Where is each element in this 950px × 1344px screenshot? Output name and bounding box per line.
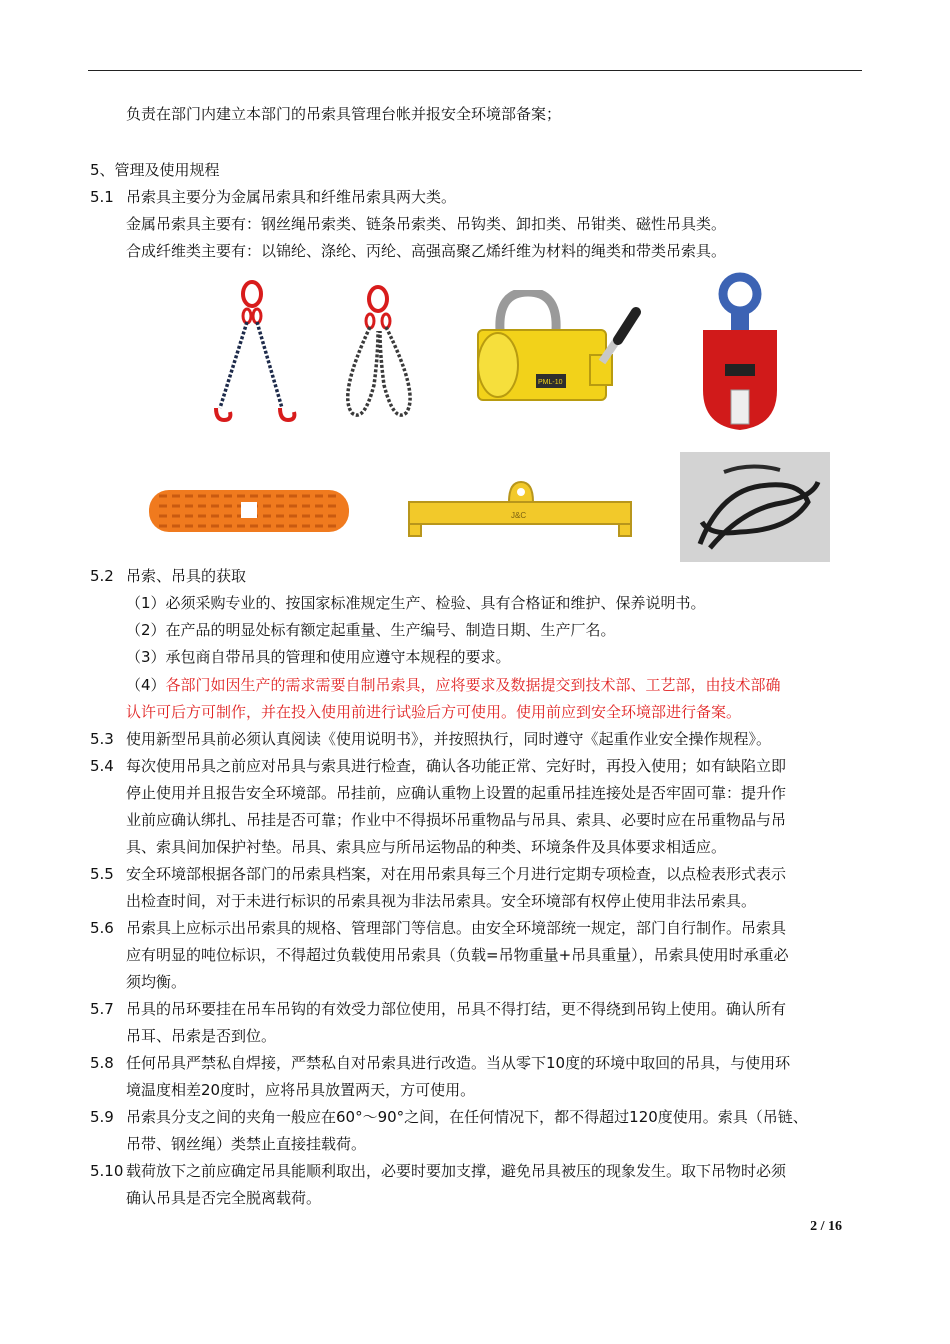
wire-rope-sling-image <box>680 452 830 562</box>
spreader-label: J&C <box>511 511 527 520</box>
paragraph-5-4-line: 业前应确认绑扎、吊挂是否可靠；作业中不得损坏吊重物品与吊具、索具、必要时应在吊重物品与吊 <box>126 811 787 829</box>
spreader-beam-image <box>405 478 635 540</box>
paragraph-5-9-number: 5.9 <box>90 1108 114 1126</box>
paragraph-5-5-number: 5.5 <box>90 865 114 883</box>
paragraph-5-6-line: 吊索具上应标示出吊索具的规格、管理部门等信息。由安全环境部统一规定，部门自行制作。吊索具 <box>126 919 787 937</box>
list-item: （3）承包商自带吊具的管理和使用应遵守本规程的要求。 <box>126 648 511 666</box>
round-synthetic-sling-image <box>145 482 355 540</box>
vertical-plate-clamp-image <box>695 272 785 434</box>
paragraph-5-4-number: 5.4 <box>90 757 114 775</box>
fiber-sling-types: 合成纤维类主要有：以锦纶、涤纶、丙纶、高强高聚乙烯纤维为材料的绳类和带类吊索具。 <box>126 242 727 260</box>
list-item-4-prefix: （4） <box>126 676 166 694</box>
paragraph-5-10-line: 载荷放下之前应确定吊具能顺利取出，必要时要加支撑，避免吊具被压的现象发生。取下吊物时必须 <box>126 1162 787 1180</box>
magnet-label: PML-10 <box>538 379 563 386</box>
metal-sling-types: 金属吊索具主要有：钢丝绳吊索类、链条吊索类、吊钩类、卸扣类、吊钳类、磁性吊具类。 <box>126 215 727 233</box>
paragraph-5-1: 吊索具主要分为金属吊索具和纤维吊索具两大类。 <box>126 188 457 206</box>
intro-line: 负责在部门内建立本部门的吊索具管理台帐并报安全环境部备案； <box>126 105 562 123</box>
paragraph-5-2-number: 5.2 <box>90 567 114 585</box>
permanent-magnetic-lifter-image <box>470 290 645 415</box>
paragraph-5-9-line: 吊带、钢丝绳）类禁止直接挂载荷。 <box>126 1135 367 1153</box>
paragraph-5-5-line: 安全环境部根据各部门的吊索具档案，对在用吊索具每三个月进行定期专项检查，以点检表形式表示 <box>126 865 787 883</box>
paragraph-5-10-number: 5.10 <box>90 1162 124 1180</box>
paragraph-5-5-line: 出检查时间，对于未进行标识的吊索具视为非法吊索具。安全环境部有权停止使用非法吊索具。 <box>126 892 757 910</box>
paragraph-5-4-line: 具、索具间加保护衬垫。吊具、索具应与所吊运物品的种类、环境条件及具体要求相适应。 <box>126 838 727 856</box>
paragraph-5-3: 使用新型吊具前必须认真阅读《使用说明书》，并按照执行，同时遵守《起重作业安全操作规程》。 <box>126 730 772 748</box>
section-5-title: 5、管理及使用规程 <box>90 161 220 179</box>
triple-loop-chain-sling-image <box>330 285 430 425</box>
paragraph-5-6-number: 5.6 <box>90 919 114 937</box>
list-item-4 <box>126 675 781 695</box>
page-number: 2 / 16 <box>810 1219 842 1234</box>
paragraph-5-8-line: 境温度相差20度时，应将吊具放置两天，方可使用。 <box>126 1081 476 1099</box>
header-rule <box>88 70 862 71</box>
paragraph-5-7-line: 吊具的吊环要挂在吊车吊钩的有效受力部位使用，吊具不得打结，更不得绕到吊钩上使用。确认所有 <box>126 1000 787 1018</box>
paragraph-5-3-number: 5.3 <box>90 730 114 748</box>
paragraph-5-7-line: 吊耳、吊索是否到位。 <box>126 1027 277 1045</box>
paragraph-5-1-number: 5.1 <box>90 188 114 206</box>
paragraph-5-2-title: 吊索、吊具的获取 <box>126 567 247 585</box>
paragraph-5-6-line: 须均衡。 <box>126 973 187 991</box>
list-item-4-red-text: 各部门如因生产的需求需要自制吊索具，应将要求及数据提交到技术部、工艺部，由技术部确 <box>165 676 781 694</box>
paragraph-5-10-line: 确认吊具是否完全脱离载荷。 <box>126 1189 322 1207</box>
paragraph-5-8-line: 任何吊具严禁私自焊接，严禁私自对吊索具进行改造。当从零下10度的环境中取回的吊具，与使用环 <box>126 1054 791 1072</box>
paragraph-5-9-line: 吊索具分支之间的夹角一般应在60°～90°之间，在任何情况下，都不得超过120度使用。索具（吊链、 <box>126 1108 808 1126</box>
paragraph-5-4-line: 每次使用吊具之前应对吊具与索具进行检查，确认各功能正常、完好时，再投入使用；如有缺陷立即 <box>126 757 787 775</box>
paragraph-5-7-number: 5.7 <box>90 1000 114 1018</box>
list-item: （2）在产品的明显处标有额定起重量、生产编号、制造日期、生产厂名。 <box>126 621 616 639</box>
paragraph-5-6-line: 应有明显的吨位标识，不得超过负载使用吊索具（负载=吊物重量+吊具重量），吊索具使用时承重必 <box>126 946 789 964</box>
paragraph-5-4-line: 停止使用并且报告安全环境部。吊挂前，应确认重物上设置的起重吊挂连接处是否牢固可靠：提升作 <box>126 784 787 802</box>
list-item-4-red-text-continued: 认许可后方可制作，并在投入使用前进行试验后方可使用。使用前应到安全环境部进行备案。 <box>126 703 742 721</box>
paragraph-5-8-number: 5.8 <box>90 1054 114 1072</box>
double-leg-chain-sling-image <box>200 280 305 430</box>
list-item: （1）必须采购专业的、按国家标准规定生产、检验、具有合格证和维护、保养说明书。 <box>126 594 706 612</box>
